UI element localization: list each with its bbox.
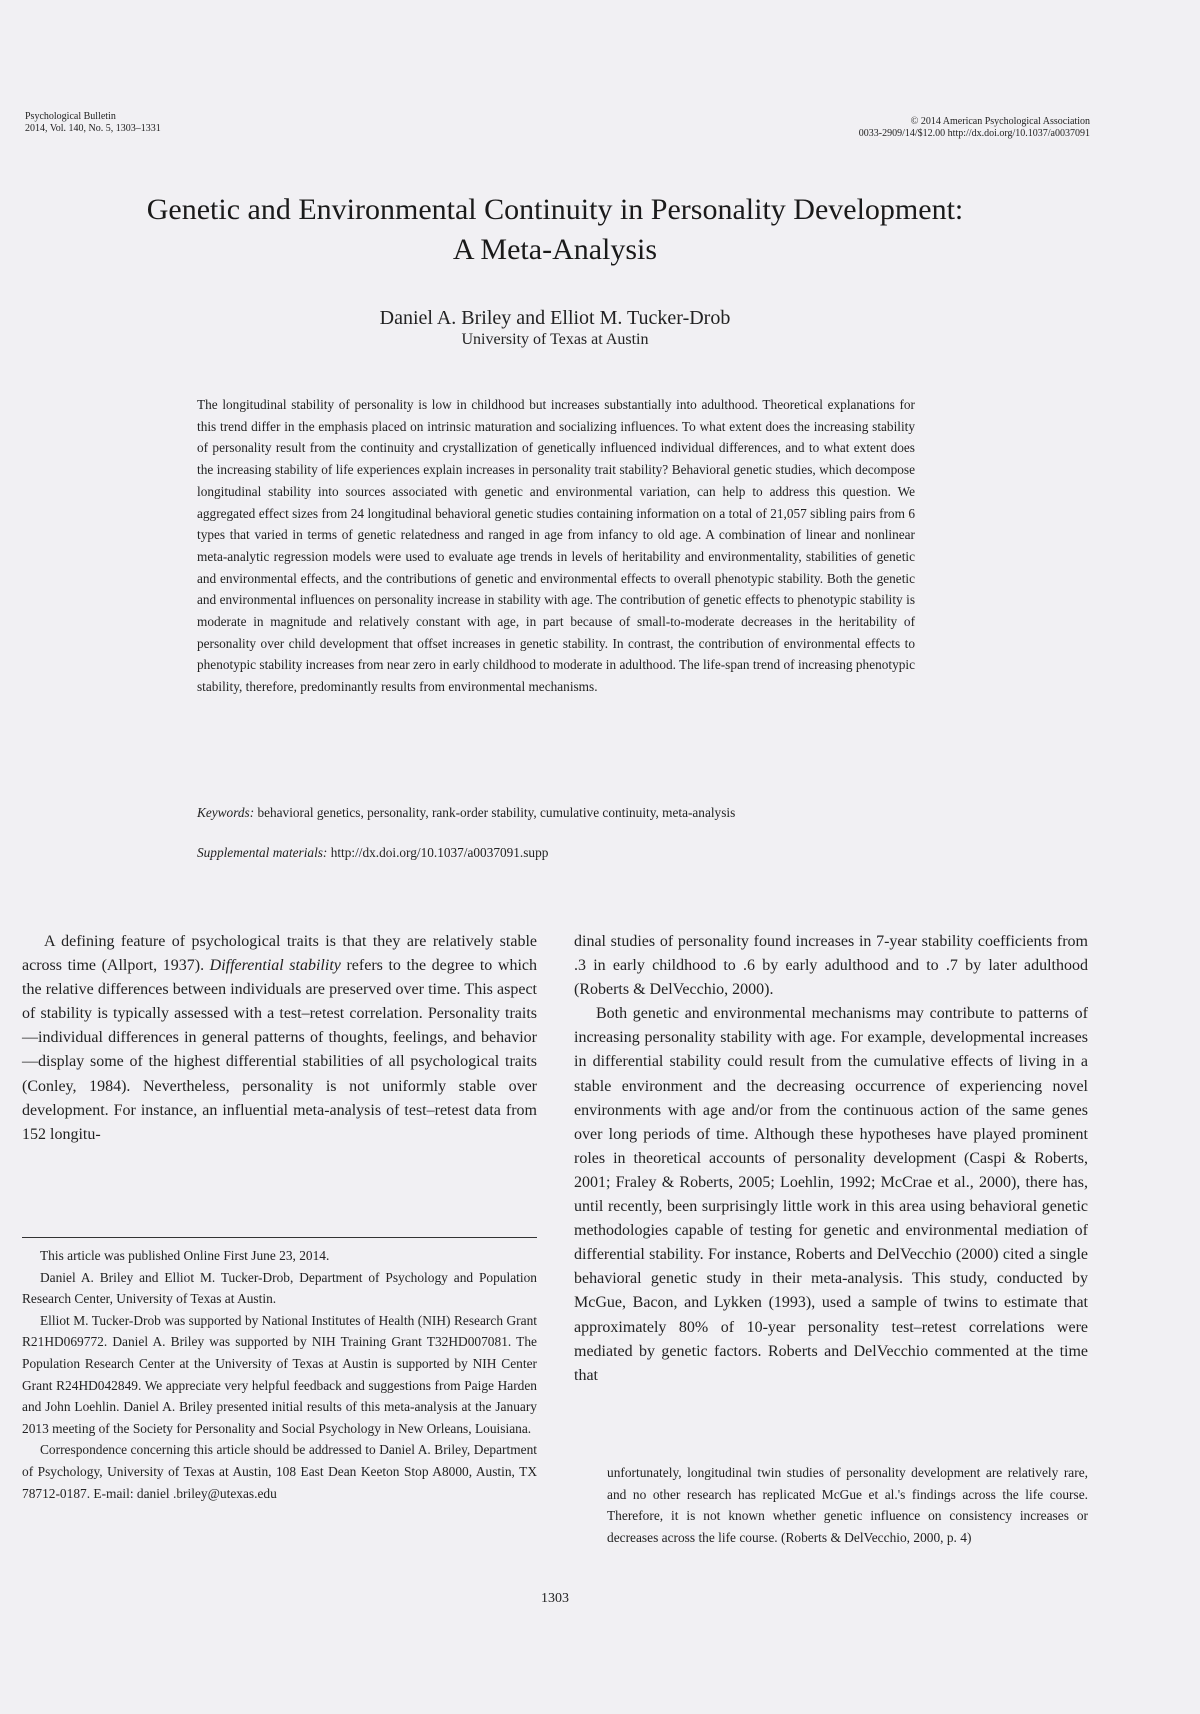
body-italic-term: Differential stability (209, 957, 341, 975)
body-text: refers to the degree to which the relative differences between individuals are preserved over time. This aspect of stability is typically assessed with a test–retest correlation. Personality traits—individual differences in general patterns of thoughts, feelings, and behavior—display some of the highest differential stabilities of all psychological traits (Conley, 1984). Nevertheless, personality is not uniformly stable over development. For instance, an influential meta-analysis of test–retest data from 152 longitu- (22, 957, 537, 1143)
body-paragraph: dinal studies of personality found increases in 7-year stability coefficients from .3 in early childhood to .6 by early adulthood and to .7 by later adulthood (Roberts & DelVecchio, 2000). (574, 933, 1088, 999)
article-title (0, 190, 1110, 270)
keywords (197, 803, 915, 823)
page-number: 1303 (541, 1591, 569, 1606)
keywords-text: behavioral genetics, personality, rank-order stability, cumulative continuity, meta-analysis (254, 805, 736, 820)
copyright-notice: © 2014 American Psychological Association (910, 116, 1090, 127)
title-line-2: A Meta-Analysis (452, 233, 658, 266)
author-names: Daniel A. Briley and Elliot M. Tucker-Drob (379, 307, 731, 329)
journal-name: Psychological Bulletin (25, 111, 116, 122)
footnote-divider (22, 1237, 537, 1238)
body-text: A defining feature of psychological traits is that they are relatively stable across time (Allport, 1937). (22, 933, 537, 975)
footnotes (22, 1245, 537, 1504)
abstract: The longitudinal stability of personality is low in childhood but increases substantially into adulthood. Theoretical explanations for this trend differ in the emphasis placed on intrinsic maturation and socializing influences. To what extent does the increasing stability of personality result from the continuity and crystallization of genetically influenced individual differences, and to what extent does the increasing stability of life experiences explain increases in personality trait stability? Behavioral genetic studies, which decompose longitudinal stability into sources associated with genetic and environmental variation, can help to address this question. We aggregated effect sizes from 24 longitudinal behavioral genetic studies containing information on a total of 21,057 sibling pairs from 6 types that varied in terms of genetic relatedness and ranged in age from infancy to old age. A combination of linear and nonlinear meta-analytic regression models were used to evaluate age trends in levels of heritability and environmentality, stabilities of genetic and environmental effects, and the contributions of genetic and environmental effects to overall phenotypic stability. Both the genetic and environmental influences on personality increase in stability with age. The contribution of genetic effects to phenotypic stability is moderate in magnitude and relatively constant with age, in part because of small-to-moderate decreases in the heritability of personality over child development that offset increases in genetic stability. In contrast, the contribution of environmental effects to phenotypic stability increases from near zero in early childhood to moderate in adulthood. The life-span trend of increasing phenotypic stability, therefore, predominantly results from environmental mechanisms. (197, 397, 915, 695)
footnote-publication: This article was published Online First June 23, 2014. (40, 1248, 330, 1263)
body-paragraph (22, 930, 537, 1147)
author-affiliation: University of Texas at Austin (461, 331, 649, 348)
running-head-right (859, 116, 1090, 140)
block-quote: unfortunately, longitudinal twin studies of personality development are relatively rare, and no other research has replicated McGue et al.'s findings across the life course. Therefore, it is not known whether genetic influence on consistency increases or decreases across the life course. (Roberts & DelVecchio, 2000, p. 4) (607, 1465, 1088, 1545)
footnote-funding: Elliot M. Tucker-Drob was supported by National Institutes of Health (NIH) Research Grant R21HD069772. Daniel A. Briley was supported by NIH Training Grant T32HD007081. The Population Research Center at the University of Texas at Austin is supported by NIH Center Grant R24HD042849. We appreciate very helpful feedback and suggestions from Paige Harden and John Loehlin. Daniel A. Briley presented initial results of this meta-analysis at the January 2013 meeting of the Society for Personality and Social Psychology in New Orleans, Louisiana. (22, 1312, 537, 1436)
running-head-left (25, 111, 161, 135)
keywords-label: Keywords: (197, 805, 255, 820)
body-column-left (22, 930, 537, 1147)
body-column-right (574, 930, 1088, 1388)
title-line-1: Genetic and Environmental Continuity in Personality Development: (146, 193, 964, 226)
volume-info: 2014, Vol. 140, No. 5, 1303–1331 (25, 123, 161, 134)
footnote-affiliation: Daniel A. Briley and Elliot M. Tucker-Drob, Department of Psychology and Population Research Center, University of Texas at Austin. (22, 1269, 537, 1307)
supplemental-materials (197, 843, 915, 863)
supplemental-link[interactable]: http://dx.doi.org/10.1037/a0037091.supp (327, 845, 549, 860)
supplemental-label: Supplemental materials: (197, 845, 328, 860)
body-paragraph: Both genetic and environmental mechanisms may contribute to patterns of increasing personality stability with age. For example, developmental increases in differential stability could result from the cumulative effects of living in a stable environment and the decreasing occurrence of experiencing novel environments with age and/or from the continuous action of the same genes over long periods of time. Although these hypotheses have played prominent roles in theoretical accounts of personality development (Caspi & Roberts, 2001; Fraley & Roberts, 2005; Loehlin, 1992; McCrae et al., 2000), there has, until recently, been surprisingly little work in this area using behavioral genetic methodologies capable of testing for genetic and environmental mediation of differential stability. For instance, Roberts and DelVecchio (2000) cited a single behavioral genetic study in their meta-analysis. This study, conducted by McGue, Bacon, and Lykken (1993), used a sample of twins to estimate that approximately 80% of 10-year personality test–retest correlations were mediated by genetic factors. Roberts and DelVecchio commented at the time that (574, 1005, 1088, 1384)
doi-line: 0033-2909/14/$12.00 http://dx.doi.org/10.1037/a0037091 (858, 128, 1090, 139)
footnote-correspondence: Correspondence concerning this article should be addressed to Daniel A. Briley, Department of Psychology, University of Texas at Austin, 108 East Dean Keeton Stop A8000, Austin, TX 78712-0187. E-mail: daniel .briley@utexas.edu (22, 1442, 537, 1501)
